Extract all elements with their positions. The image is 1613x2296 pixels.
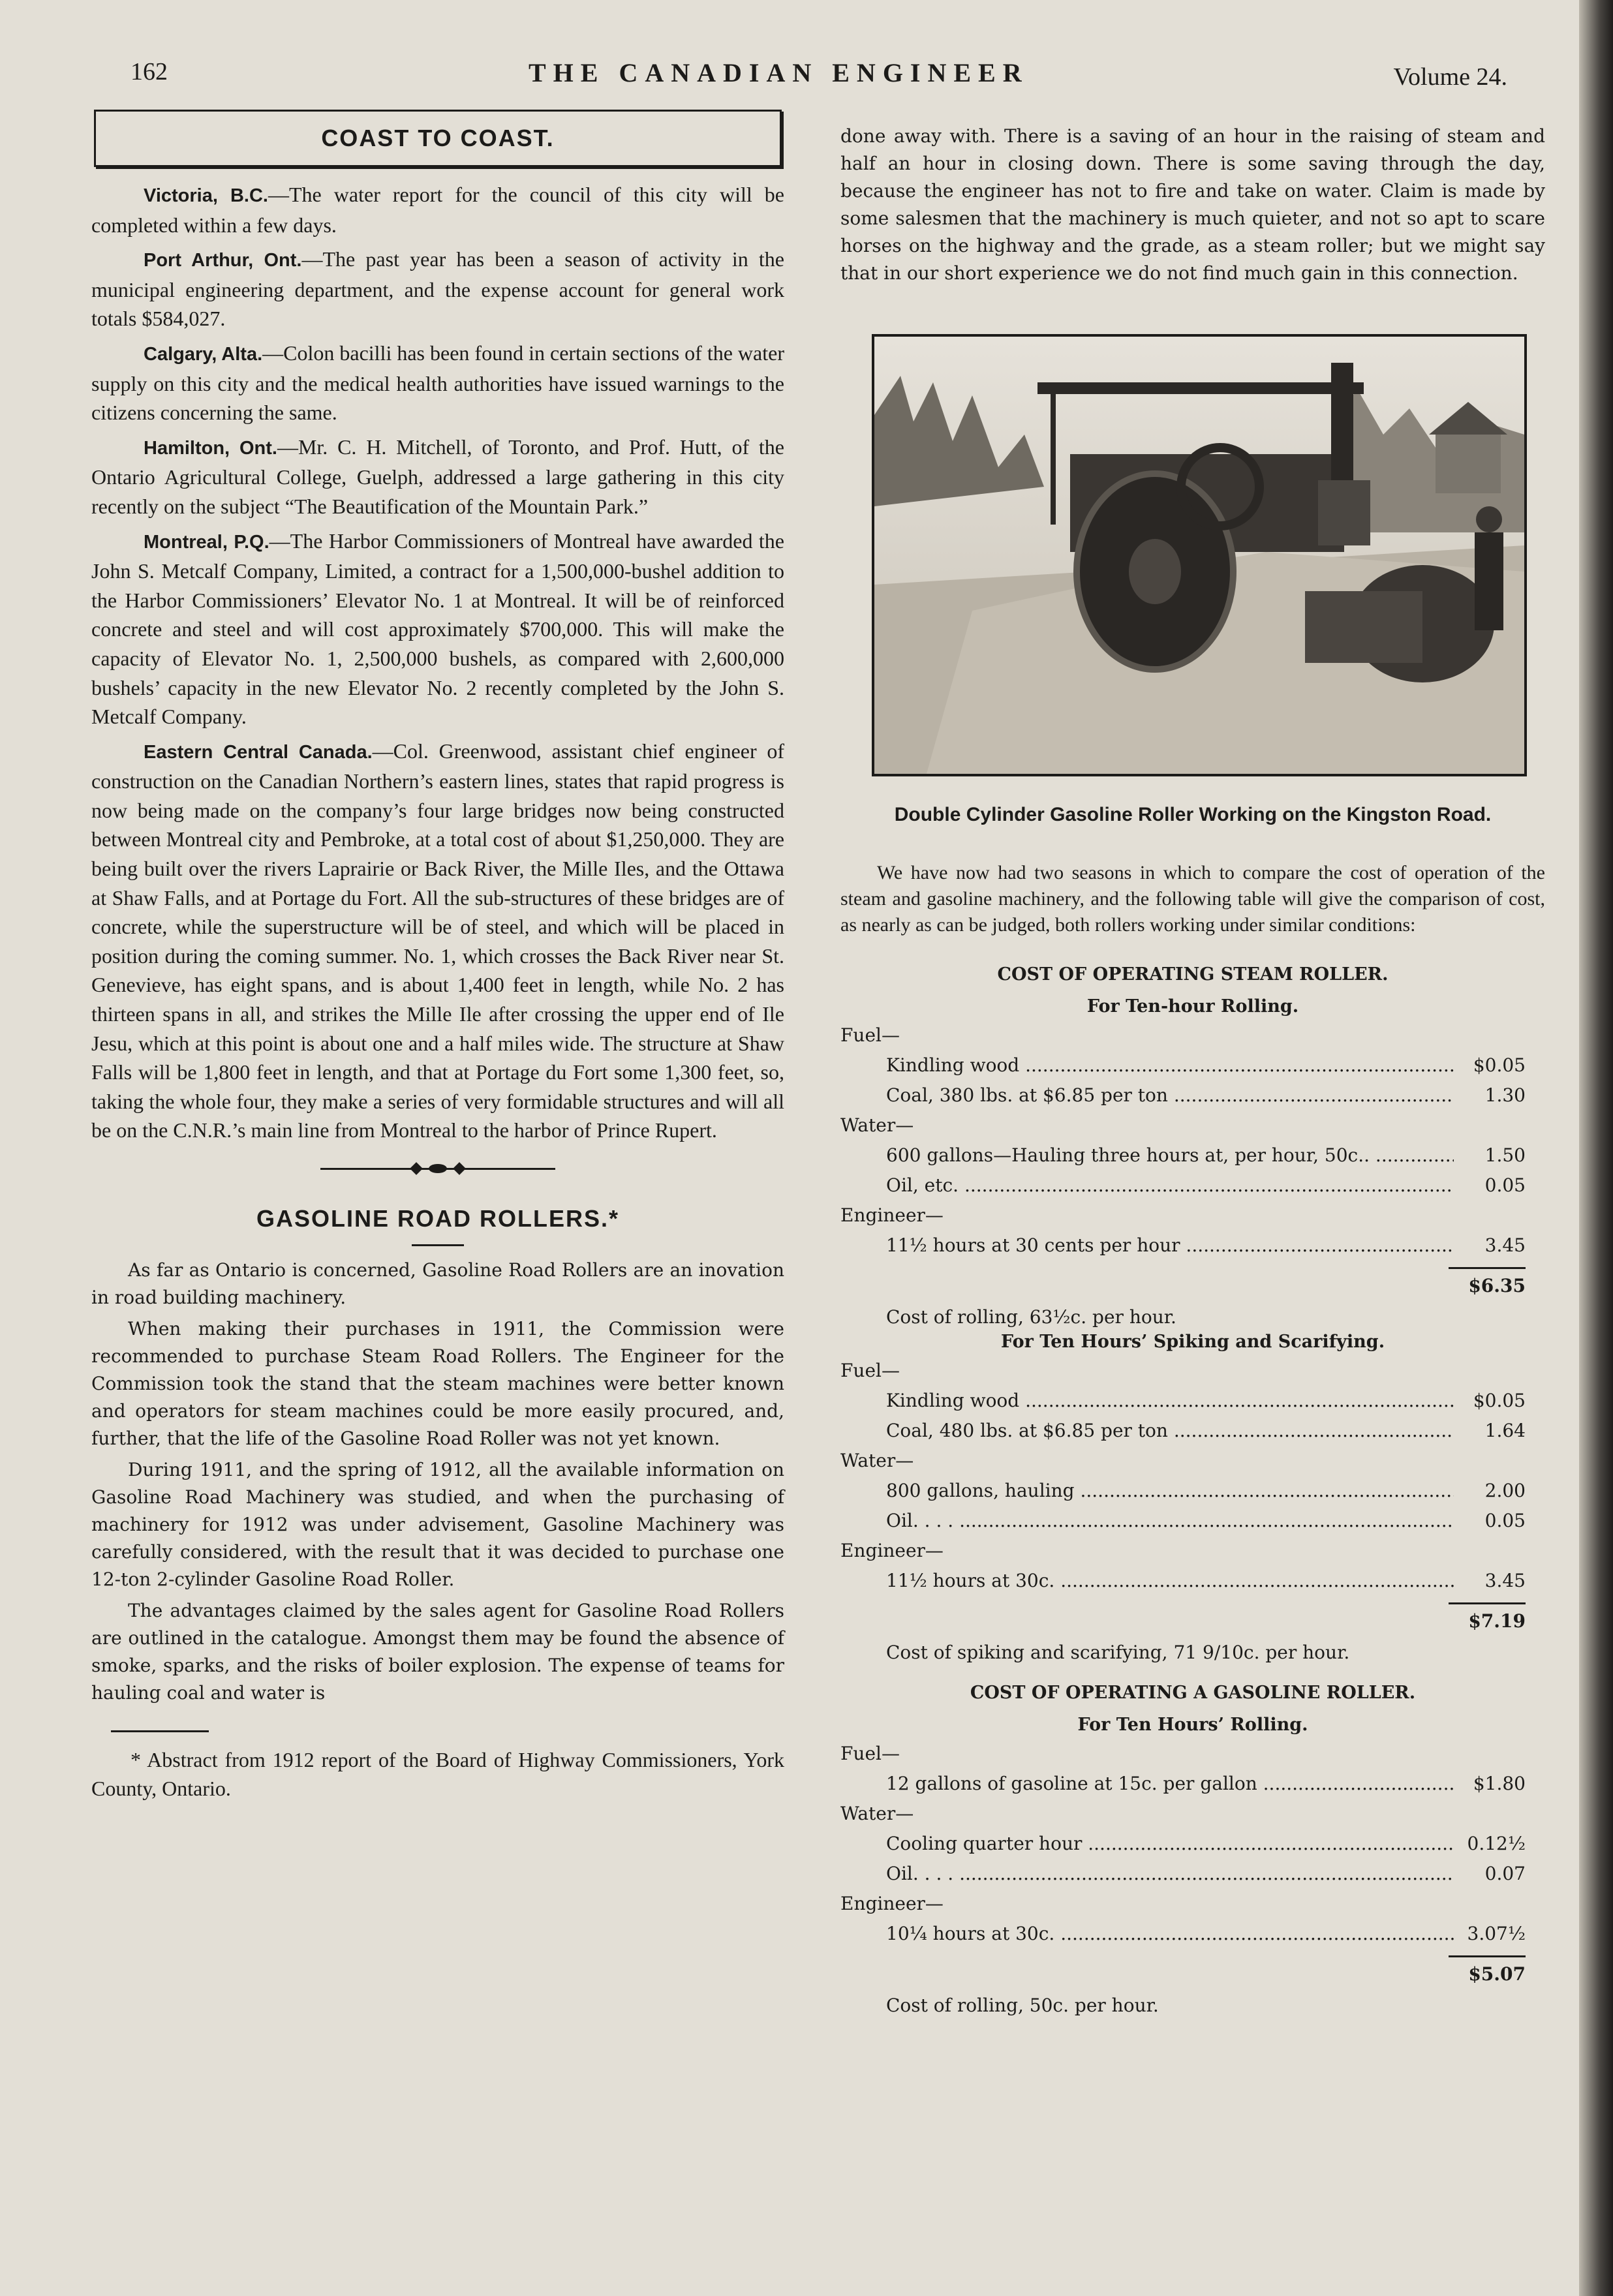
fuel-label: Fuel—	[840, 1743, 900, 1764]
cost-row	[840, 1386, 1545, 1416]
cost-desc: 600 gallons—Hauling three hours at, per hour, 50c.. .....	[886, 1140, 1454, 1171]
fuel-label: Fuel—	[840, 1024, 900, 1046]
running-head	[124, 57, 1507, 97]
cost-amount: 1.64	[1484, 1420, 1526, 1441]
news-place: Montreal, P.Q.	[144, 531, 269, 553]
news-text: —Colon bacilli has been found in certain sections of the water supply on this city and the medical health authorities have issued warnings to the citizens concerning the same.	[91, 341, 784, 425]
steam-rolling-subheading: For Ten-hour Rolling.	[1086, 996, 1299, 1017]
cost-desc: Oil. . . . .....	[886, 1506, 1454, 1536]
news-text: —Mr. C. H. Mitchell, of Toronto, and Prof. Hutt, of the Ontario Agricultural College, Guelph, addressed a large gathering in this city recently on the subject “The Beautification of the Mountain Park.”	[91, 435, 784, 518]
roller-photo	[872, 334, 1527, 776]
cost-desc: 11½ hours at 30c. .....	[886, 1566, 1454, 1596]
photo-caption: Double Cylinder Gasoline Roller Working on the Kingston Road.	[894, 804, 1492, 825]
cost-desc: 800 gallons, hauling .....	[886, 1476, 1454, 1506]
cost-desc: Oil. . . . .....	[886, 1859, 1454, 1889]
news-item	[91, 737, 784, 1145]
gas-rolling-subheading: For Ten Hours’ Rolling.	[1077, 1715, 1308, 1735]
cost-row	[840, 1769, 1545, 1799]
cost-desc: Cooling quarter hour .....	[886, 1829, 1454, 1859]
cost-desc: Kindling wood .....	[886, 1050, 1454, 1080]
section-ornament	[320, 1161, 555, 1176]
cost-amount: 3.45	[1484, 1570, 1526, 1591]
coast-to-coast-heading: COAST TO COAST.	[94, 110, 782, 167]
cost-row	[840, 1566, 1545, 1596]
cost-amount: 0.05	[1484, 1510, 1526, 1531]
footnote	[91, 1745, 784, 1803]
cost-total: $5.07	[1468, 1963, 1526, 1985]
news-place: Eastern Central Canada.	[144, 741, 373, 763]
cost-row	[840, 1506, 1545, 1536]
fuel-label: Fuel—	[840, 1360, 900, 1381]
cost-row	[840, 1919, 1545, 1949]
engineer-label: Engineer—	[840, 1204, 944, 1226]
volume-label: Volume 24.	[1393, 63, 1507, 91]
cost-desc: 10¼ hours at 30c. .....	[886, 1919, 1454, 1949]
news-text: —The past year has been a season of activity in the municipal engineering department, and the expense account for general work totals $584,027.	[91, 247, 784, 331]
engineer-label: Engineer—	[840, 1540, 944, 1561]
news-item	[91, 245, 784, 333]
cost-amount: $1.80	[1473, 1773, 1526, 1794]
cost-desc: Oil, etc. .....	[886, 1171, 1454, 1201]
cost-amount: $0.05	[1473, 1390, 1526, 1411]
cost-desc: 11½ hours at 30 cents per hour .....	[886, 1231, 1454, 1261]
cost-row	[840, 1050, 1545, 1080]
right-column	[840, 123, 1545, 2020]
cost-row	[840, 1476, 1545, 1506]
news-text: —Col. Greenwood, assistant chief engineer of construction on the Canadian Northern’s eastern lines, states that rapid progress is now being made on the company’s four large bridges now being constructed between Montreal city and Pembroke, at a total cost of about $1,250,000. They are being built over the rivers Laprairie or Back River, the Mille Iles, and the Ottawa at Shaw Falls, and at Portage du Fort. All the sub-structures of these bridges are of concrete, while the superstructure will be of steel, and which will be placed in position during the coming summer. No. 1, which crosses the Back River near St. Genevieve, has eight spans, and is about 1,400 feet in length, while No. 2 has thirteen spans in all, and strikes the Mille Ile after crossing the upper end of Ile Jesu, which at this point is about one and a half miles wide. The structure at Shaw Falls will be 1,800 feet in length, and that at Portage du Fort some 1,300 feet, so, taking the whole four, they make a series of very formidable structures and will all be on the C.N.R.’s main line from Montreal to the harbor of Prince Rupert.	[91, 739, 784, 1142]
cost-row	[840, 1829, 1545, 1859]
cost-amount: $0.05	[1473, 1054, 1526, 1076]
cost-per-hour-note: Cost of rolling, 50c. per hour.	[886, 1995, 1159, 2016]
cost-desc: Coal, 480 lbs. at $6.85 per ton .....	[886, 1416, 1454, 1446]
cost-row	[840, 1416, 1545, 1446]
cost-amount: 0.05	[1484, 1174, 1526, 1196]
article-body	[91, 1257, 784, 1707]
article-paragraph: When making their purchases in 1911, the Commission were recommended to purchase Steam Road Rollers. The Engineer for the Commission took the stand that the steam machines were better known and operators for steam machines could be more easily procured, and, further, that the life of the Gasoline Road Roller was not yet known.	[91, 1318, 784, 1449]
comparison-intro	[840, 860, 1545, 938]
page-number: 162	[131, 58, 168, 85]
intro-paragraph: We have now had two seasons in which to compare the cost of operation of the steam and gasoline machinery, and the following table will give the comparison of cost, as nearly as can be judged, both rollers working under similar conditions:	[840, 862, 1545, 936]
engineer-label: Engineer—	[840, 1893, 944, 1914]
cost-total: $6.35	[1468, 1275, 1526, 1296]
cost-per-hour-note: Cost of rolling, 63½c. per hour.	[886, 1306, 1176, 1328]
cost-desc: 12 gallons of gasoline at 15c. per gallon .....	[886, 1769, 1454, 1799]
cost-amount: 2.00	[1484, 1480, 1526, 1501]
article-title: GASOLINE ROAD ROLLERS.*	[256, 1205, 620, 1232]
news-text: —The Harbor Commissioners of Montreal have awarded the John S. Metcalf Company, Limited, a contract for a 1,500,000-bushel addition to the Harbor Commissioners’ Elevator No. 1 at Montreal. It will be of reinforced concrete and steel and will cost approximately $700,000. This will make the capacity of Elevator No. 1, 2,500,000 bushels, as compared with 2,600,000 bushels’ capacity in the new Elevator No. 2 recently completed by the John S. Metcalf Company.	[91, 528, 785, 729]
water-label: Water—	[840, 1114, 914, 1136]
news-place: Victoria, B.C.	[144, 185, 268, 206]
cost-total: $7.19	[1468, 1610, 1526, 1632]
cost-amount: 3.45	[1484, 1234, 1526, 1256]
cost-amount: 1.30	[1484, 1084, 1526, 1106]
news-item	[91, 433, 784, 521]
cost-row	[840, 1140, 1545, 1171]
news-item	[91, 527, 784, 731]
cost-amount: 0.07	[1484, 1863, 1526, 1884]
gasoline-roller-heading: COST OF OPERATING A GASOLINE ROLLER.	[970, 1683, 1416, 1703]
title-rule	[412, 1244, 464, 1246]
news-item	[91, 180, 784, 239]
steam-spiking-subheading: For Ten Hours’ Spiking and Scarifying.	[1000, 1332, 1385, 1352]
water-label: Water—	[840, 1803, 914, 1824]
cost-desc: Coal, 380 lbs. at $6.85 per ton .....	[886, 1080, 1454, 1110]
cost-desc: Kindling wood .....	[886, 1386, 1454, 1416]
cost-row	[840, 1859, 1545, 1889]
news-text: —The water report for the council of this city will be completed within a few days.	[91, 183, 784, 237]
news-place: Calgary, Alta.	[144, 343, 263, 365]
book-spine-shadow	[1579, 0, 1613, 2296]
cost-row	[840, 1080, 1545, 1110]
footnote-rule	[111, 1730, 209, 1732]
steam-roller-heading: COST OF OPERATING STEAM ROLLER.	[997, 964, 1389, 985]
cost-amount: 1.50	[1484, 1144, 1526, 1166]
roller-photo-image	[874, 337, 1524, 774]
water-label: Water—	[840, 1450, 914, 1471]
continuation-paragraph: done away with. There is a saving of an hour in the raising of steam and half an hour in closing down. There is some saving through the day, because the engineer has not to fire and take on water. Claim is made by some salesmen that the machinery is much quieter, and not so apt to scare horses on the highway and the grade, as a steam roller; but we might say that in our short experience we do not find much gain in this connection.	[840, 125, 1545, 284]
news-item	[91, 339, 784, 427]
cost-per-hour-note: Cost of spiking and scarifying, 71 9/10c. per hour.	[886, 1642, 1350, 1663]
article-paragraph: As far as Ontario is concerned, Gasoline Road Rollers are an inovation in road building machinery.	[91, 1259, 784, 1308]
cost-row	[840, 1231, 1545, 1261]
cost-amount: 3.07½	[1467, 1923, 1526, 1944]
cost-row	[840, 1171, 1545, 1201]
article-continuation	[840, 123, 1545, 287]
news-place: Port Arthur, Ont.	[144, 250, 302, 271]
article-paragraph: The advantages claimed by the sales agent for Gasoline Road Rollers are outlined in the catalogue. Amongst them may be found the absence of smoke, sparks, and the risks of boiler explosion. The expense of teams for hauling coal and water is	[91, 1600, 784, 1704]
news-place: Hamilton, Ont.	[144, 437, 277, 459]
footnote-text: * Abstract from 1912 report of the Board of Highway Commissioners, York County, Ontario.	[91, 1748, 784, 1800]
article-paragraph: During 1911, and the spring of 1912, all the available information on Gasoline Road Machinery was studied, and when the purchasing of machinery for 1912 was under advisement, Gasoline Machinery was carefully considered, with the result that it was decided to purchase one 12-ton 2-cylinder Gasoline Road Roller.	[91, 1459, 784, 1590]
left-column	[91, 110, 784, 1803]
news-items	[91, 180, 784, 1145]
cost-amount: 0.12½	[1467, 1833, 1526, 1854]
journal-title: THE CANADIAN ENGINEER	[529, 58, 1029, 87]
